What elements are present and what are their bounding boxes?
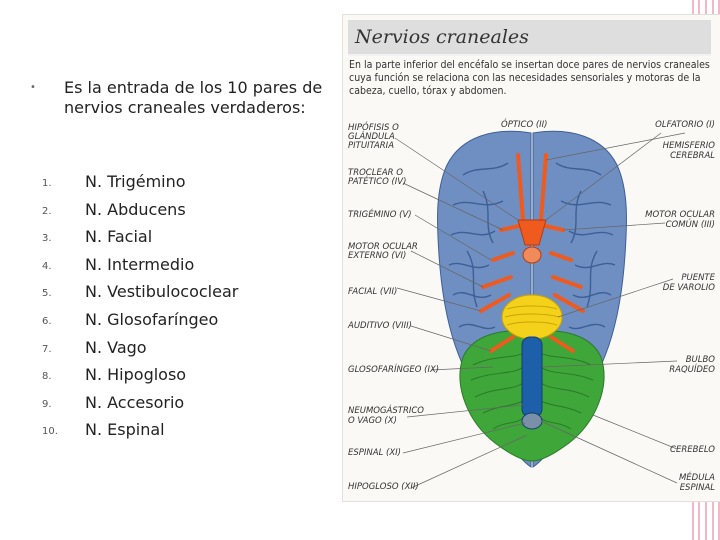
medulla-oblongata	[522, 337, 542, 417]
label-comun: COMÚN (III)	[665, 220, 715, 230]
list-item	[30, 227, 330, 251]
label-cerebelo: CEREBELO	[670, 445, 715, 455]
bullet-marker: •	[30, 82, 36, 93]
list-item	[30, 338, 330, 362]
list-number: 10.	[42, 426, 58, 437]
list-item	[30, 255, 330, 279]
label-neumogastrico: NEUMOGÁSTRICO	[348, 406, 425, 416]
list-label: N. Facial	[85, 227, 153, 246]
intro-text: Es la entrada de los 10 pares de nervios craneales verdaderos:	[64, 78, 323, 117]
list-item	[30, 420, 330, 444]
list-number: 1.	[42, 178, 52, 189]
list-number: 4.	[42, 261, 52, 272]
list-item	[30, 172, 330, 196]
list-label: N. Trigémino	[85, 172, 186, 191]
label-glandula: GLÁNDULA	[348, 132, 395, 142]
figure-description: En la parte inferior del encéfalo se insertan doce pares de nervios craneales cuya función se relaciona con las necesidades sensoriales y motoras de la cabeza, cuello, tórax y abdomen.	[349, 59, 710, 97]
label-cerebral: CEREBRAL	[670, 151, 715, 161]
pons	[502, 295, 562, 339]
cranial-nerves-figure	[342, 14, 720, 502]
list-label: N. Hipogloso	[85, 365, 187, 384]
label-pituitaria: PITUITARIA	[348, 141, 395, 151]
list-label: N. Glosofaríngeo	[85, 310, 219, 329]
label-olfatorio: OLFATORIO (I)	[655, 120, 715, 130]
list-number: 2.	[42, 206, 52, 217]
label-patetico: PATÉTICO (IV)	[348, 177, 407, 187]
list-item	[30, 365, 330, 389]
spinal-cord	[522, 413, 542, 429]
list-number: 7.	[42, 344, 52, 355]
label-espinal: ESPINAL (XI)	[348, 448, 401, 458]
list-label: N. Abducens	[85, 200, 186, 219]
label-hemisferio: HEMISFERIO	[662, 141, 715, 151]
label-hipogloso: HIPOGLOSO (XII)	[348, 482, 419, 492]
brain-base-view	[437, 131, 626, 467]
label-puente: PUENTE	[681, 273, 715, 283]
label-motor-ocular-comun: MOTOR OCULAR	[645, 210, 715, 220]
label-espinal-cord: ESPINAL	[679, 483, 715, 493]
list-label: N. Vago	[85, 338, 147, 357]
label-troclear: TROCLEAR O	[348, 168, 403, 178]
list-label: N. Vestibulococlear	[85, 282, 239, 301]
list-item	[30, 310, 330, 334]
label-bulbo: BULBO	[685, 355, 715, 365]
list-label: N. Espinal	[85, 420, 165, 439]
label-vago: O VAGO (X)	[348, 416, 397, 426]
label-medula: MÉDULA	[678, 473, 715, 483]
list-label: N. Accesorio	[85, 393, 185, 412]
label-varolio: DE VAROLIO	[662, 283, 715, 293]
list-label: N. Intermedio	[85, 255, 195, 274]
list-number: 8.	[42, 371, 52, 382]
label-hipofisis: HIPÓFISIS O	[348, 123, 399, 133]
label-externo: EXTERNO (VI)	[348, 251, 407, 261]
list-item	[30, 200, 330, 224]
list-number: 6.	[42, 316, 52, 327]
figure-title: Nervios craneales	[355, 26, 529, 48]
pituitary-gland	[523, 247, 541, 263]
label-raquideo: RAQUÍDEO	[669, 365, 715, 375]
list-number: 5.	[42, 288, 52, 299]
label-auditivo: AUDITIVO (VIII)	[348, 321, 412, 331]
list-number: 3.	[42, 233, 52, 244]
list-item	[30, 393, 330, 417]
label-facial: FACIAL (VII)	[348, 287, 398, 297]
list-item	[30, 282, 330, 306]
list-number: 9.	[42, 399, 52, 410]
label-motor-ocular: MOTOR OCULAR	[348, 242, 418, 252]
label-optico: ÓPTICO (II)	[501, 120, 548, 130]
label-trigemino: TRIGÉMINO (V)	[348, 210, 412, 220]
label-glosofaringeo: GLOSOFARÍNGEO (IX)	[348, 365, 440, 375]
